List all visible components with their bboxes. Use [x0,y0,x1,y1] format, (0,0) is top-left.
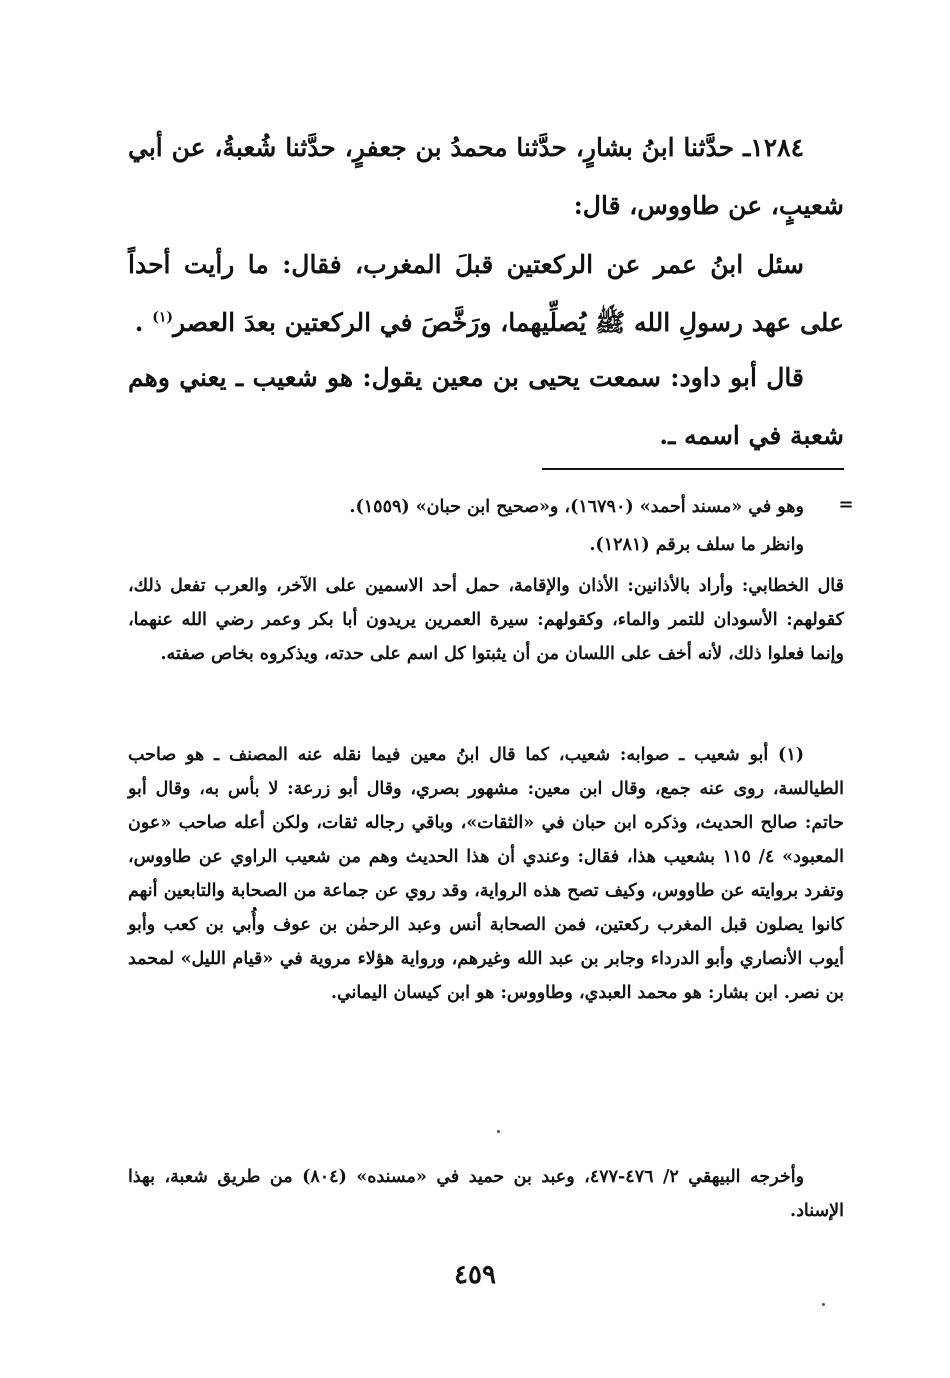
abu-dawud-note: قال أبو داود: سمعت يحيى بن معين يقول: هو شعيب ـ يعني وهم شعبة في اسمه ـ. [128,363,844,450]
khattabi-note: قال الخطابي: وأراد بالأذانين: الأذان والإقامة، حمل أحد الاسمين على الآخر، والعرب تفعل ذلك، كقولهم: الأسودان للتمر والماء، وكقولهم: سيرة العمرين يريدون أبا بكر وعمر رضي الله عنهما، وإنما فعلوا ذلك، لأنه أخف على اللسان من أن يثبتوا كل اسم على حدته، ويذكروه بخاص صفته. [128,576,844,664]
hadith-matn-text: سئل ابنُ عمر عن الركعتين قبلَ المغرب، فقال: ما رأيت أحداً على عهد رسولِ الله ﷺ يُصلِّيهما، ورَخَّصَ في الركعتين بعدَ العصر [128,250,844,337]
footnote-continuation-mark: = [838,494,854,515]
footnote-separator [542,468,844,470]
footnote-cont-line2: وانظر ما سلف برقم (١٢٨١). [589,535,804,555]
footnote-1: (١) أبو شعيب ـ صوابه: شعيب، كما قال ابنُ معين فيما نقله عنه المصنف ـ هو صاحب الطيالسة، روى عنه جمع، وقال ابن معين: مشهور بصري، وقال أبو زرعة: لا بأس به، وقال أبو حاتم: صالح الحديث، وذكره ابن حبان في «الثقات»، وباقي رجاله ثقات، ولكن أعله صاحب «عون المعبود» ٤/ ١١٥ بشعيب هذا، فقال: وعندي أن هذا الحديث وهم من شعيب الراوي عن طاووس، وتفرد بروايته عن طاووس، وكيف تصح هذه الرواية، وقد روي عن جماعة من الصحابة والتابعين أنهم كانوا يصلون قبل المغرب ركعتين، فمن الصحابة أنس وعبد الرحمٰن بن عوف وأُبي بن كعب وأبو أيوب الأنصاري وأبو الدرداء وجابر بن عبد الله وغيرهم، ورواية هؤلاء مروية في «قيام الليل» لمحمد بن نصر. ابن بشار: هو محمد العبدي، وطاووس: هو ابن كيسان اليماني. [128,745,844,1003]
scan-speck [822,1303,825,1306]
page-number: ٤٥٩ [454,1260,496,1290]
footnote-cont-line1: وهو في «مسند أحمد» (١٦٧٩٠)، و«صحيح ابن حبان» (١٥٥٩). [349,497,804,517]
hadith-matn-end: . [134,308,144,337]
hadith-isnad: ١٢٨٤ـ حدَّثنا ابنُ بشارٍ، حدَّثنا محمدُ بن جعفرٍ، حدَّثنا شُعبةُ، عن أبي شعيبٍ، عن طاووس، قال: [128,133,844,220]
scan-speck [497,1130,500,1133]
hadith-matn [128,236,844,352]
takhrij-note: وأخرجه البيهقي ٢/ ٤٧٦-٤٧٧، وعبد بن حميد في «مسنده» (٨٠٤) من طريق شعبة، بهذا الإسناد. [128,1167,844,1221]
footnote-ref-1: (١) [152,309,174,326]
